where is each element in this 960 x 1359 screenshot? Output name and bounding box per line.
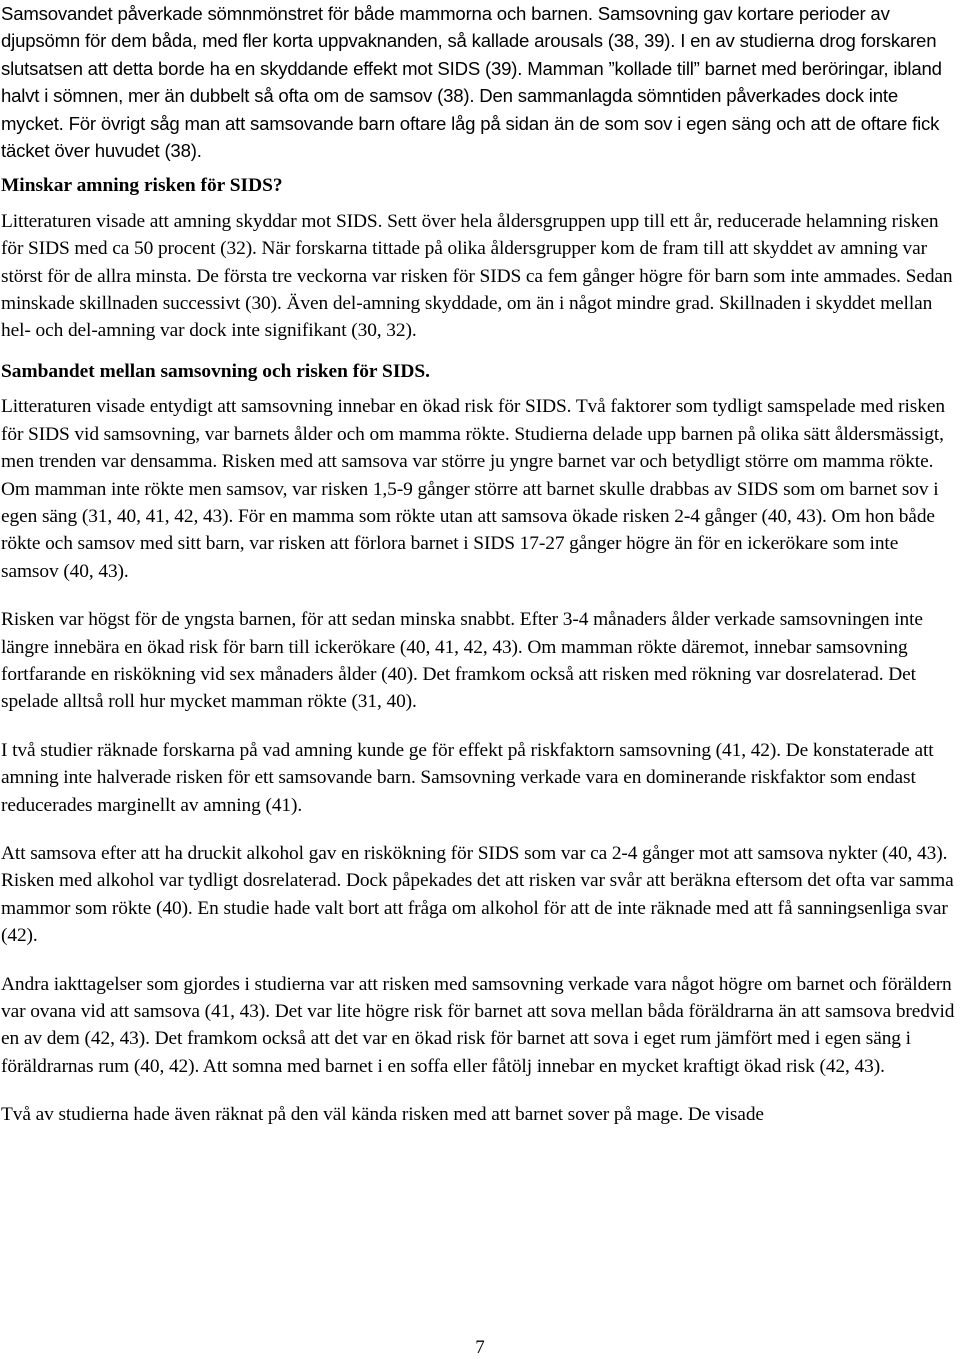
page-number: 7: [475, 1337, 485, 1358]
paragraph-age-risk: Risken var högst för de yngsta barnen, för att sedan minska snabbt. Efter 3-4 månaders ålder verkade samsovningen inte längre innebära en ökad risk för barn till ickerökare (40, 41, 42, 43). Om mamman rökte däremot, innebar samsovning fortfarande en riskökning vid sex månaders ålder (40). Det framkom också att risken med rökning var dosrelaterad. Det spelade alltså roll hur mycket mamman rökte (31, 40).: [1, 609, 923, 713]
paragraph-cosleeping-risk: Litteraturen visade entydigt att samsovning innebar en ökad risk för SIDS. Två faktorer som tydligt samspelade med risken för SIDS vid samsovning, var barnets ålder och om mamma rökte. Studierna delade upp barnen på olika sätt åldersmässigt, men trenden var densamma. Risken med att samsova var större ju yngre barnet var och betydligt större om mamma rökte. Om mamman inte rökte men samsov, var risken 1,5-9 gånger större att barnet skulle drabbas av SIDS som om barnet sov i egen säng (31, 40, 41, 42, 43). För en mamma som rökte utan att samsova ökade risken 2-4 gånger (40, 43). Om hon både rökte och samsov med sitt barn, var risken att förlora barnet i SIDS 17-27 gånger högre än för en ickerökare som inte samsov (40, 43).: [1, 396, 945, 582]
heading-cosleeping-sids: Sambandet mellan samsovning och risken för SIDS.: [1, 360, 430, 382]
heading-breastfeeding-sids: Minskar amning risken för SIDS?: [1, 175, 283, 197]
paragraph-breastfeeding: Litteraturen visade att amning skyddar mot SIDS. Sett över hela åldersgruppen upp till ett år, reducerade helamning risken för SIDS med ca 50 procent (32). När forskarna tittade på olika åldersgrupper kom de fram till att skyddet av amning var störst för de allra minsta. De första tre veckorna var risken för SIDS ca fem gånger högre för barn som inte ammades. Sedan minskade skillnaden successivt (30). Även del-amning skyddade, om än i något mindre grad. Skillnaden i skyddet mellan hel- och del-amning var dock inte signifikant (30, 32).: [1, 210, 953, 342]
paragraph-prone-position: Två av studierna hade även räknat på den väl kända risken med att barnet sover på mage. De visade: [1, 1104, 764, 1126]
document-page: [1, 0, 959, 1129]
paragraph-alcohol: Att samsova efter att ha druckit alkohol gav en riskökning för SIDS som var ca 2-4 gånger mot att samsova nykter (40, 43). Risken med alkohol var tydligt dosrelaterad. Dock påpekades det att risken var svår att beräkna eftersom det ofta var samma mammor som rökte (40). En studie hade valt bort att fråga om alkohol för att de inte räknade med att få sanningsenliga svar (42).: [1, 842, 954, 947]
paragraph-breastfeeding-effect: I två studier räknade forskarna på vad amning kunde ge för effekt på riskfaktorn samsovning (41, 42). De konstaterade att amning inte halverade risken för ett samsovande barn. Samsovning verkade vara en dominerande riskfaktor som endast reducerades marginellt av amning (41).: [1, 739, 934, 816]
paragraph-sleep-patterns: Samsovandet påverkade sömnmönstret för både mammorna och barnen. Samsovning gav kortare perioder av djupsömn för dem båda, med fler korta uppvaknanden, så kallade arousals (38, 39). I en av studierna drog forskaren slutsatsen att detta borde ha en skyddande effekt mot SIDS (39). Mamman ”kollade till” barnet med beröringar, ibland halvt i sömnen, mer än dubbelt så ofta om de samsov (38). Den sammanlagda sömntiden påverkades dock inte mycket. För övrigt såg man att samsovande barn oftare låg på sidan än de som sov i egen säng och att de oftare fick täcket över huvudet (38).: [1, 3, 942, 162]
paragraph-other-observations: Andra iakttagelser som gjordes i studierna var att risken med samsovning verkade vara något högre om barnet och föräldern var ovana vid att samsova (41, 43). Det var lite högre risk för barnet att sova mellan båda föräldrarna än att samsova bredvid en av dem (42, 43). Det framkom också att det var en ökad risk för barnet att sova i eget rum jämfört med i egen säng i föräldrarnas rum (40, 42). Att somna med barnet i en soffa eller fåtölj innebar en mycket kraftigt ökad risk (42, 43).: [1, 973, 955, 1077]
